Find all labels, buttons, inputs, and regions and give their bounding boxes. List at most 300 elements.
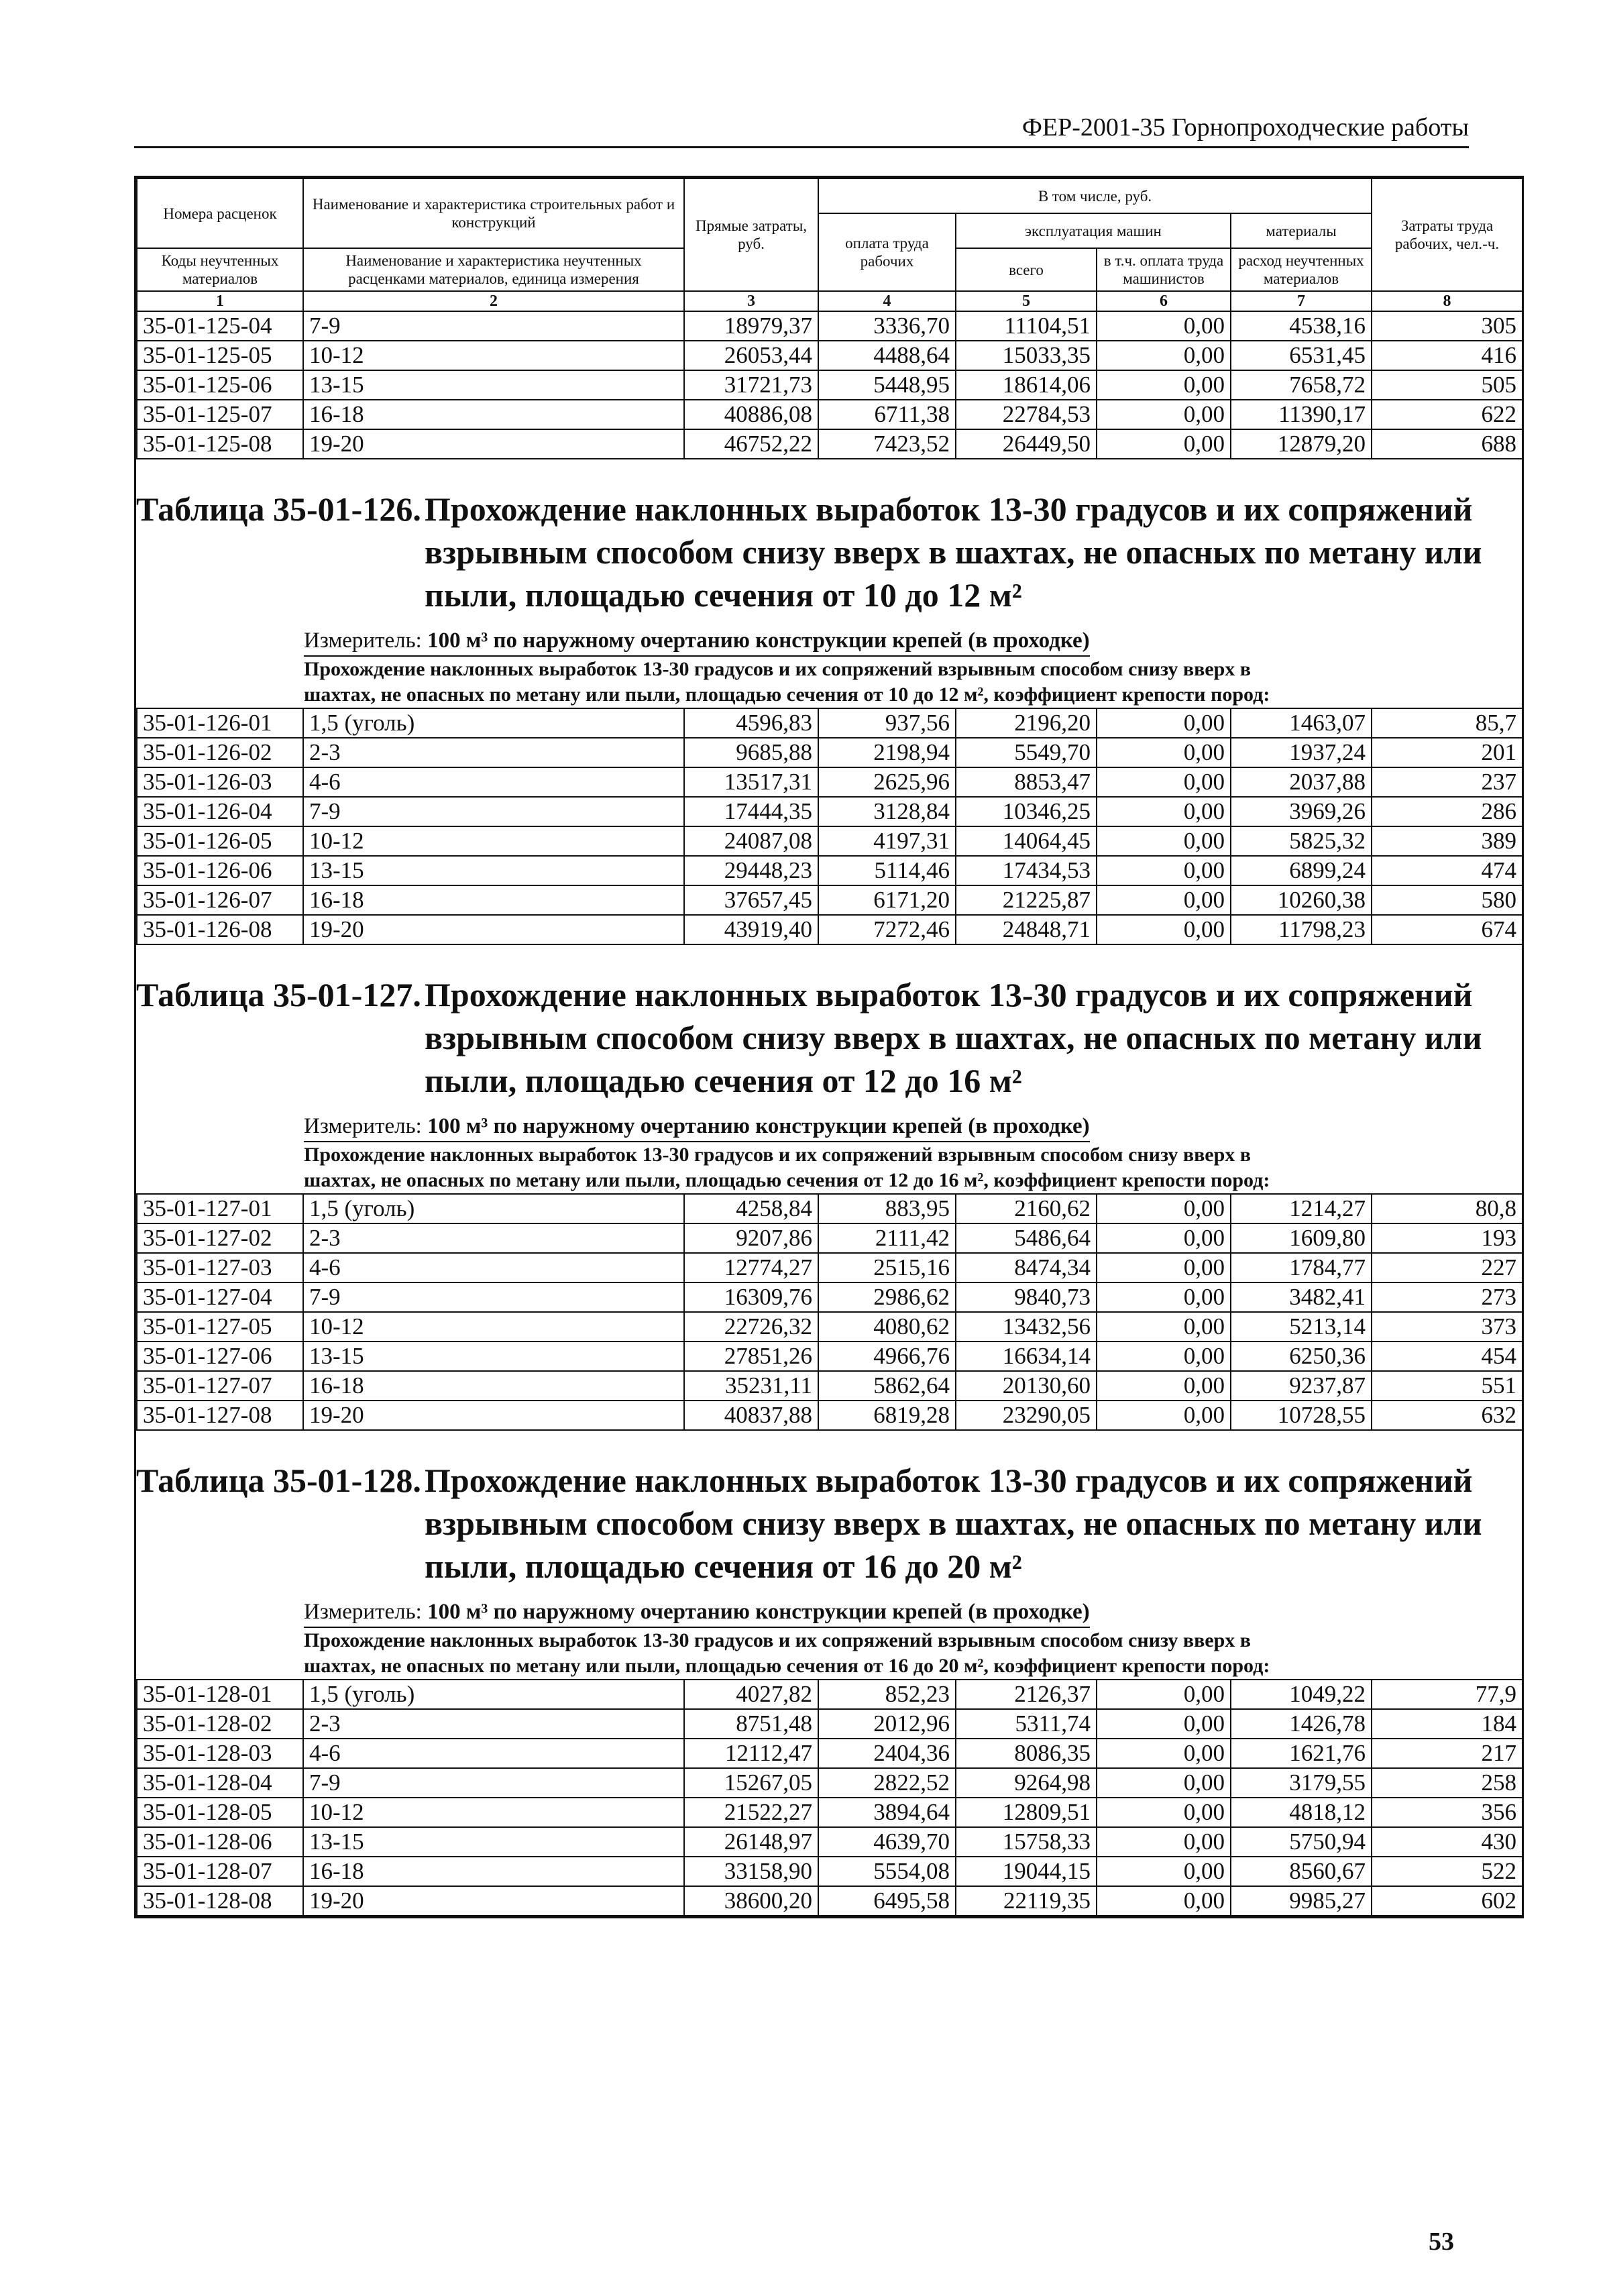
value-cell: 1426,78	[1231, 1709, 1372, 1739]
value-cell: 1621,76	[1231, 1739, 1372, 1768]
table-row	[137, 311, 1522, 341]
value-cell: 37657,45	[684, 885, 818, 915]
value-cell: 6711,38	[818, 400, 956, 429]
rock-hardness-cell: 19-20	[303, 1401, 684, 1430]
table-row	[137, 738, 1522, 767]
title-line: пыли, площадью сечения от 12 до 16 м²	[425, 1062, 1022, 1099]
value-cell: 14064,45	[956, 826, 1097, 856]
group-including-header: В том числе, руб.	[818, 178, 1372, 213]
value-cell: 0,00	[1097, 1680, 1231, 1709]
group-caption	[304, 1142, 1522, 1193]
value-cell: 416	[1372, 341, 1522, 370]
header-table	[136, 178, 1523, 459]
value-cell: 40837,88	[684, 1401, 818, 1430]
rates-table	[136, 1193, 1523, 1431]
value-cell: 0,00	[1097, 370, 1231, 400]
value-cell: 0,00	[1097, 1371, 1231, 1401]
value-cell: 6250,36	[1231, 1342, 1372, 1371]
value-cell: 9207,86	[684, 1223, 818, 1253]
rate-code-cell: 35-01-127-08	[137, 1401, 303, 1430]
rate-code-cell: 35-01-127-05	[137, 1312, 303, 1342]
value-cell: 2126,37	[956, 1680, 1097, 1709]
value-cell: 2822,52	[818, 1768, 956, 1798]
column-number: 3	[684, 291, 818, 311]
value-cell: 43919,40	[684, 915, 818, 944]
value-cell: 8853,47	[956, 767, 1097, 797]
table-row	[137, 1680, 1522, 1709]
col-labor-hours-header: Затраты труда рабочих, чел.-ч.	[1372, 178, 1522, 291]
rock-hardness-cell: 13-15	[303, 370, 684, 400]
value-cell: 11798,23	[1231, 915, 1372, 944]
table-title	[136, 1431, 1522, 1588]
table-row	[137, 1223, 1522, 1253]
rates-sheet	[134, 176, 1524, 1918]
rate-code-cell: 35-01-126-01	[137, 708, 303, 738]
value-cell: 1937,24	[1231, 738, 1372, 767]
rate-code-cell: 35-01-127-02	[137, 1223, 303, 1253]
col-material-codes-header: Коды неучтенных материалов	[137, 248, 303, 291]
value-cell: 5213,14	[1231, 1312, 1372, 1342]
value-cell: 1214,27	[1231, 1194, 1372, 1223]
value-cell: 13517,31	[684, 767, 818, 797]
value-cell: 674	[1372, 915, 1522, 944]
value-cell: 0,00	[1097, 429, 1231, 459]
rock-hardness-cell: 1,5 (уголь)	[303, 1680, 684, 1709]
table-row	[137, 1857, 1522, 1886]
value-cell: 474	[1372, 856, 1522, 885]
rock-hardness-cell: 1,5 (уголь)	[303, 708, 684, 738]
measurer	[304, 1111, 1090, 1142]
value-cell: 522	[1372, 1857, 1522, 1886]
col-material-names-header: Наименование и характеристика неучтенных расценками материалов, единица измерения	[303, 248, 684, 291]
column-number: 5	[956, 291, 1097, 311]
rock-hardness-cell: 7-9	[303, 1768, 684, 1798]
value-cell: 580	[1372, 885, 1522, 915]
value-cell: 0,00	[1097, 1709, 1231, 1739]
rate-code-cell: 35-01-126-02	[137, 738, 303, 767]
value-cell: 5554,08	[818, 1857, 956, 1886]
value-cell: 883,95	[818, 1194, 956, 1223]
rate-code-cell: 35-01-125-08	[137, 429, 303, 459]
rate-code-cell: 35-01-128-04	[137, 1768, 303, 1798]
value-cell: 80,8	[1372, 1194, 1522, 1223]
value-cell: 3894,64	[818, 1798, 956, 1827]
value-cell: 0,00	[1097, 738, 1231, 767]
value-cell: 237	[1372, 767, 1522, 797]
value-cell: 430	[1372, 1827, 1522, 1857]
value-cell: 1049,22	[1231, 1680, 1372, 1709]
table-row	[137, 1371, 1522, 1401]
value-cell: 11390,17	[1231, 400, 1372, 429]
value-cell: 40886,08	[684, 400, 818, 429]
title-line: взрывным способом снизу вверх в шахтах, не опасных по метану или	[425, 1505, 1482, 1542]
rate-code-cell: 35-01-126-06	[137, 856, 303, 885]
value-cell: 5114,46	[818, 856, 956, 885]
value-cell: 3969,26	[1231, 797, 1372, 826]
table-row	[137, 429, 1522, 459]
table-row	[137, 767, 1522, 797]
table-row	[137, 1798, 1522, 1827]
title-line: Прохождение наклонных выработок 13-30 градусов и их сопряжений	[425, 490, 1473, 528]
value-cell: 0,00	[1097, 856, 1231, 885]
value-cell: 0,00	[1097, 1401, 1231, 1430]
value-cell: 1463,07	[1231, 708, 1372, 738]
value-cell: 4596,83	[684, 708, 818, 738]
rock-hardness-cell: 1,5 (уголь)	[303, 1194, 684, 1223]
value-cell: 17434,53	[956, 856, 1097, 885]
value-cell: 5825,32	[1231, 826, 1372, 856]
value-cell: 0,00	[1097, 826, 1231, 856]
rock-hardness-cell: 7-9	[303, 797, 684, 826]
value-cell: 9264,98	[956, 1768, 1097, 1798]
title-line: взрывным способом снизу вверх в шахтах, не опасных по метану или	[425, 533, 1482, 571]
value-cell: 10346,25	[956, 797, 1097, 826]
value-cell: 26053,44	[684, 341, 818, 370]
value-cell: 389	[1372, 826, 1522, 856]
value-cell: 201	[1372, 738, 1522, 767]
value-cell: 0,00	[1097, 1857, 1231, 1886]
value-cell: 27851,26	[684, 1342, 818, 1371]
value-cell: 6899,24	[1231, 856, 1372, 885]
value-cell: 0,00	[1097, 1194, 1231, 1223]
value-cell: 2404,36	[818, 1739, 956, 1768]
col-direct-costs-header: Прямые затраты, руб.	[684, 178, 818, 291]
value-cell: 7272,46	[818, 915, 956, 944]
value-cell: 622	[1372, 400, 1522, 429]
column-number: 7	[1231, 291, 1372, 311]
value-cell: 9685,88	[684, 738, 818, 767]
value-cell: 35231,11	[684, 1371, 818, 1401]
value-cell: 13432,56	[956, 1312, 1097, 1342]
value-cell: 8751,48	[684, 1709, 818, 1739]
table-title	[136, 459, 1522, 616]
value-cell: 305	[1372, 311, 1522, 341]
rate-code-cell: 35-01-127-01	[137, 1194, 303, 1223]
rock-hardness-cell: 10-12	[303, 1798, 684, 1827]
measurer-label: Измеритель:	[304, 1600, 422, 1624]
value-cell: 0,00	[1097, 1739, 1231, 1768]
value-cell: 9985,27	[1231, 1886, 1372, 1916]
header-rule	[134, 146, 1469, 148]
column-number: 2	[303, 291, 684, 311]
table-number: Таблица 35-01-128.	[136, 1462, 421, 1499]
rock-hardness-cell: 2-3	[303, 738, 684, 767]
value-cell: 20130,60	[956, 1371, 1097, 1401]
caption-line: шахтах, не опасных по метану или пыли, площадью сечения от 16 до 20 м², коэффициент крепости пород:	[304, 1655, 1270, 1677]
column-number: 1	[137, 291, 303, 311]
value-cell: 0,00	[1097, 797, 1231, 826]
column-numbers-row	[137, 291, 1522, 311]
table-section	[136, 945, 1522, 1431]
value-cell: 2625,96	[818, 767, 956, 797]
value-cell: 0,00	[1097, 311, 1231, 341]
table-row	[137, 1194, 1522, 1223]
value-cell: 6171,20	[818, 885, 956, 915]
rate-code-cell: 35-01-125-07	[137, 400, 303, 429]
caption-line: Прохождение наклонных выработок 13-30 градусов и их сопряжений взрывным способом снизу вверх в	[304, 658, 1251, 680]
table-row	[137, 1768, 1522, 1798]
rate-code-cell: 35-01-128-02	[137, 1709, 303, 1739]
value-cell: 46752,22	[684, 429, 818, 459]
value-cell: 1784,77	[1231, 1253, 1372, 1282]
measurer-label: Измеритель:	[304, 628, 422, 653]
rock-hardness-cell: 19-20	[303, 1886, 684, 1916]
value-cell: 5448,95	[818, 370, 956, 400]
caption-line: шахтах, не опасных по метану или пыли, площадью сечения от 10 до 12 м², коэффициент крепости пород:	[304, 684, 1270, 706]
value-cell: 12112,47	[684, 1739, 818, 1768]
rock-hardness-cell: 16-18	[303, 1371, 684, 1401]
table-title	[136, 945, 1522, 1102]
value-cell: 12774,27	[684, 1253, 818, 1282]
value-cell: 26148,97	[684, 1827, 818, 1857]
rock-hardness-cell: 4-6	[303, 1253, 684, 1282]
rock-hardness-cell: 19-20	[303, 429, 684, 459]
rate-code-cell: 35-01-126-07	[137, 885, 303, 915]
rock-hardness-cell: 2-3	[303, 1709, 684, 1739]
table-row	[137, 400, 1522, 429]
value-cell: 18979,37	[684, 311, 818, 341]
page-number: 53	[1429, 2228, 1454, 2256]
rock-hardness-cell: 7-9	[303, 311, 684, 341]
rate-code-cell: 35-01-128-06	[137, 1827, 303, 1857]
value-cell: 0,00	[1097, 708, 1231, 738]
col-name-header: Наименование и характеристика строительных работ и конструкций	[303, 178, 684, 248]
caption-line: Прохождение наклонных выработок 13-30 градусов и их сопряжений взрывным способом снизу вверх в	[304, 1144, 1251, 1166]
table-row	[137, 370, 1522, 400]
col-machines-total-header: всего	[956, 248, 1097, 291]
rock-hardness-cell: 13-15	[303, 1342, 684, 1371]
value-cell: 4027,82	[684, 1680, 818, 1709]
table-row	[137, 1827, 1522, 1857]
value-cell: 5311,74	[956, 1709, 1097, 1739]
rate-code-cell: 35-01-126-03	[137, 767, 303, 797]
value-cell: 12879,20	[1231, 429, 1372, 459]
value-cell: 227	[1372, 1253, 1522, 1282]
rock-hardness-cell: 10-12	[303, 341, 684, 370]
value-cell: 2515,16	[818, 1253, 956, 1282]
value-cell: 15033,35	[956, 341, 1097, 370]
value-cell: 4538,16	[1231, 311, 1372, 341]
value-cell: 3336,70	[818, 311, 956, 341]
rock-hardness-cell: 7-9	[303, 1282, 684, 1312]
value-cell: 4258,84	[684, 1194, 818, 1223]
table-section	[136, 459, 1522, 945]
value-cell: 26449,50	[956, 429, 1097, 459]
measurer-label: Измеритель:	[304, 1114, 422, 1138]
measurer-value: 100 м³ по наружному очертанию конструкции крепей (в проходке)	[427, 1600, 1090, 1624]
value-cell: 16634,14	[956, 1342, 1097, 1371]
rock-hardness-cell: 13-15	[303, 1827, 684, 1857]
value-cell: 193	[1372, 1223, 1522, 1253]
value-cell: 4197,31	[818, 826, 956, 856]
value-cell: 22726,32	[684, 1312, 818, 1342]
value-cell: 0,00	[1097, 400, 1231, 429]
value-cell: 4818,12	[1231, 1798, 1372, 1827]
value-cell: 2196,20	[956, 708, 1097, 738]
table-row	[137, 1739, 1522, 1768]
rock-hardness-cell: 4-6	[303, 767, 684, 797]
title-line: Прохождение наклонных выработок 13-30 градусов и их сопряжений	[425, 1462, 1473, 1499]
value-cell: 0,00	[1097, 1827, 1231, 1857]
rate-code-cell: 35-01-128-01	[137, 1680, 303, 1709]
measurer	[304, 1597, 1090, 1628]
value-cell: 373	[1372, 1312, 1522, 1342]
value-cell: 19044,15	[956, 1857, 1097, 1886]
rock-hardness-cell: 16-18	[303, 885, 684, 915]
value-cell: 4966,76	[818, 1342, 956, 1371]
value-cell: 505	[1372, 370, 1522, 400]
value-cell: 2160,62	[956, 1194, 1097, 1223]
rate-code-cell: 35-01-126-08	[137, 915, 303, 944]
table-row	[137, 1342, 1522, 1371]
value-cell: 15267,05	[684, 1768, 818, 1798]
group-caption	[304, 1628, 1522, 1679]
value-cell: 0,00	[1097, 341, 1231, 370]
title-line: пыли, площадью сечения от 10 до 12 м²	[425, 576, 1022, 614]
table-row	[137, 1312, 1522, 1342]
table-125-body	[137, 311, 1522, 459]
rate-code-cell: 35-01-125-06	[137, 370, 303, 400]
value-cell: 2037,88	[1231, 767, 1372, 797]
value-cell: 18614,06	[956, 370, 1097, 400]
value-cell: 9840,73	[956, 1282, 1097, 1312]
value-cell: 33158,90	[684, 1857, 818, 1886]
value-cell: 8560,67	[1231, 1857, 1372, 1886]
value-cell: 6531,45	[1231, 341, 1372, 370]
rate-code-cell: 35-01-126-05	[137, 826, 303, 856]
rate-code-cell: 35-01-126-04	[137, 797, 303, 826]
group-materials-header: материалы	[1231, 213, 1372, 248]
value-cell: 85,7	[1372, 708, 1522, 738]
table-row	[137, 1886, 1522, 1916]
value-cell: 0,00	[1097, 885, 1231, 915]
value-cell: 217	[1372, 1739, 1522, 1768]
value-cell: 273	[1372, 1282, 1522, 1312]
value-cell: 12809,51	[956, 1798, 1097, 1827]
rock-hardness-cell: 13-15	[303, 856, 684, 885]
value-cell: 3482,41	[1231, 1282, 1372, 1312]
value-cell: 2012,96	[818, 1709, 956, 1739]
value-cell: 6819,28	[818, 1401, 956, 1430]
caption-line: шахтах, не опасных по метану или пыли, площадью сечения от 12 до 16 м², коэффициент крепости пород:	[304, 1169, 1270, 1191]
value-cell: 21522,27	[684, 1798, 818, 1827]
table-title-text	[425, 973, 1515, 1102]
table-row	[137, 1282, 1522, 1312]
value-cell: 0,00	[1097, 1253, 1231, 1282]
rate-code-cell: 35-01-127-04	[137, 1282, 303, 1312]
value-cell: 8086,35	[956, 1739, 1097, 1768]
value-cell: 9237,87	[1231, 1371, 1372, 1401]
title-line: взрывным способом снизу вверх в шахтах, не опасных по метану или	[425, 1019, 1482, 1056]
rate-code-cell: 35-01-128-08	[137, 1886, 303, 1916]
rate-code-cell: 35-01-127-07	[137, 1371, 303, 1401]
value-cell: 7423,52	[818, 429, 956, 459]
measurer	[304, 626, 1090, 657]
value-cell: 2198,94	[818, 738, 956, 767]
group-caption	[304, 657, 1522, 708]
rock-hardness-cell: 10-12	[303, 826, 684, 856]
value-cell: 38600,20	[684, 1886, 818, 1916]
column-number: 8	[1372, 291, 1522, 311]
value-cell: 17444,35	[684, 797, 818, 826]
col-rate-numbers-header: Номера расценок	[137, 178, 303, 248]
rates-table	[136, 1679, 1523, 1916]
column-number: 4	[818, 291, 956, 311]
value-cell: 3128,84	[818, 797, 956, 826]
column-number: 6	[1097, 291, 1231, 311]
value-cell: 0,00	[1097, 1282, 1231, 1312]
rates-table	[136, 708, 1523, 945]
value-cell: 0,00	[1097, 915, 1231, 944]
value-cell: 0,00	[1097, 767, 1231, 797]
group-machines-header: эксплуатация машин	[956, 213, 1231, 248]
value-cell: 21225,87	[956, 885, 1097, 915]
value-cell: 29448,23	[684, 856, 818, 885]
value-cell: 77,9	[1372, 1680, 1522, 1709]
value-cell: 632	[1372, 1401, 1522, 1430]
value-cell: 31721,73	[684, 370, 818, 400]
value-cell: 8474,34	[956, 1253, 1097, 1282]
table-row	[137, 856, 1522, 885]
rock-hardness-cell: 2-3	[303, 1223, 684, 1253]
table-title-text	[425, 1459, 1515, 1588]
value-cell: 2111,42	[818, 1223, 956, 1253]
value-cell: 0,00	[1097, 1223, 1231, 1253]
rock-hardness-cell: 19-20	[303, 915, 684, 944]
value-cell: 5486,64	[956, 1223, 1097, 1253]
value-cell: 24087,08	[684, 826, 818, 856]
table-row	[137, 797, 1522, 826]
table-title-text	[425, 488, 1515, 616]
value-cell: 11104,51	[956, 311, 1097, 341]
value-cell: 0,00	[1097, 1798, 1231, 1827]
value-cell: 184	[1372, 1709, 1522, 1739]
page-header: ФЕР-2001-35 Горнопроходческие работы	[1021, 113, 1469, 142]
value-cell: 3179,55	[1231, 1768, 1372, 1798]
value-cell: 22784,53	[956, 400, 1097, 429]
rate-code-cell: 35-01-127-03	[137, 1253, 303, 1282]
value-cell: 5549,70	[956, 738, 1097, 767]
value-cell: 937,56	[818, 708, 956, 738]
rate-code-cell: 35-01-125-04	[137, 311, 303, 341]
value-cell: 4639,70	[818, 1827, 956, 1857]
rate-code-cell: 35-01-125-05	[137, 341, 303, 370]
value-cell: 688	[1372, 429, 1522, 459]
caption-line: Прохождение наклонных выработок 13-30 градусов и их сопряжений взрывным способом снизу вверх в	[304, 1629, 1251, 1651]
value-cell: 0,00	[1097, 1768, 1231, 1798]
measurer-value: 100 м³ по наружному очертанию конструкции крепей (в проходке)	[427, 628, 1090, 653]
value-cell: 602	[1372, 1886, 1522, 1916]
rock-hardness-cell: 16-18	[303, 1857, 684, 1886]
value-cell: 5862,64	[818, 1371, 956, 1401]
col-material-usage-header: расход неучтенных материалов	[1231, 248, 1372, 291]
table-row	[137, 708, 1522, 738]
value-cell: 4488,64	[818, 341, 956, 370]
value-cell: 15758,33	[956, 1827, 1097, 1857]
value-cell: 16309,76	[684, 1282, 818, 1312]
table-row	[137, 1401, 1522, 1430]
value-cell: 7658,72	[1231, 370, 1372, 400]
table-row	[137, 826, 1522, 856]
value-cell: 286	[1372, 797, 1522, 826]
table-section	[136, 1431, 1522, 1916]
title-line: пыли, площадью сечения от 16 до 20 м²	[425, 1547, 1022, 1585]
table-row	[137, 1253, 1522, 1282]
value-cell: 258	[1372, 1768, 1522, 1798]
table-row	[137, 341, 1522, 370]
value-cell: 5750,94	[1231, 1827, 1372, 1857]
col-worker-pay-header: оплата труда рабочих	[818, 213, 956, 291]
